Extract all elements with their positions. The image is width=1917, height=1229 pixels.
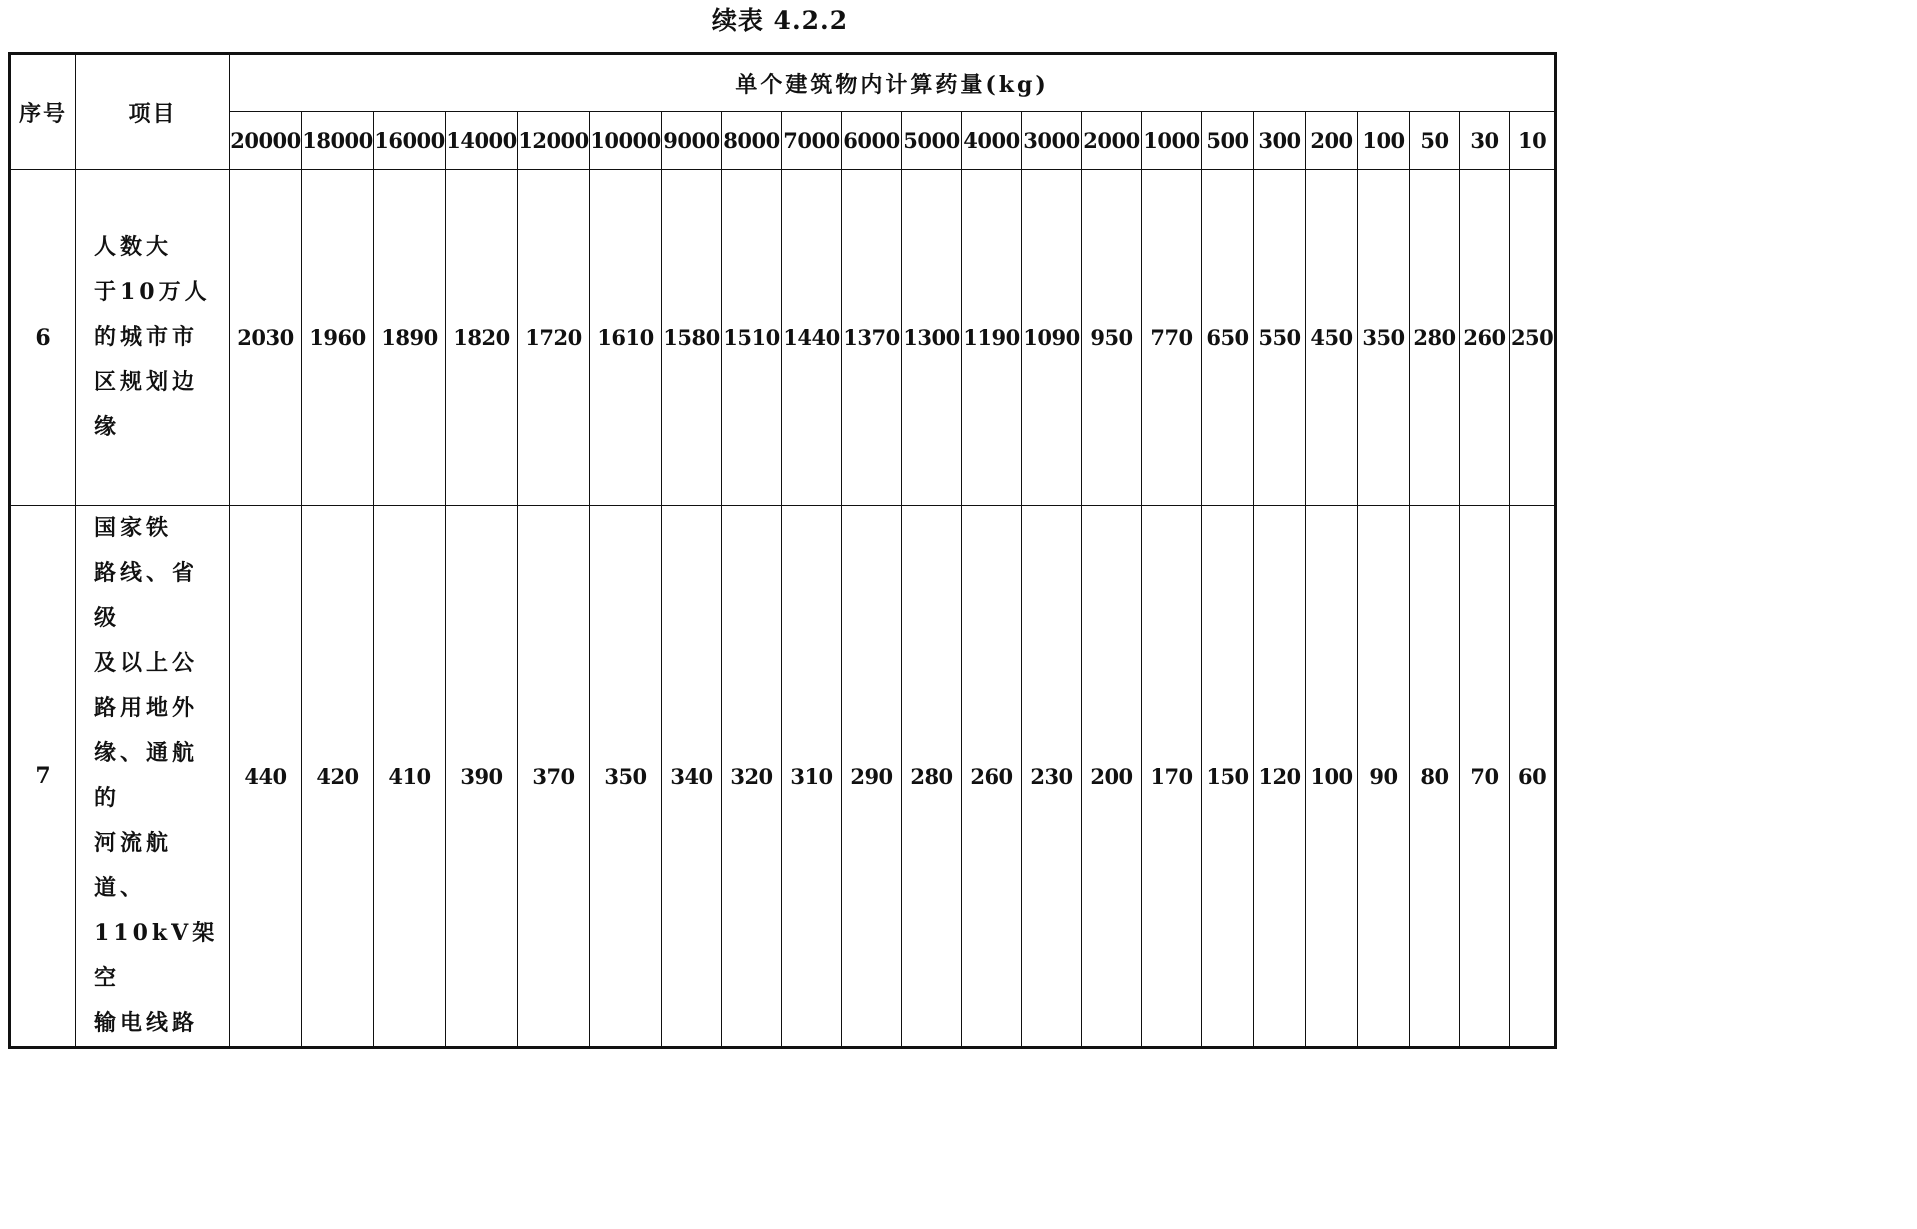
header-quantity: 6000 xyxy=(842,112,902,170)
row-item xyxy=(76,170,230,506)
header-quantity: 500 xyxy=(1202,112,1254,170)
row-value: 2030 xyxy=(230,170,302,506)
row-value: 200 xyxy=(1082,506,1142,1048)
row-item-line: 及以上公 xyxy=(94,650,199,676)
table-title: 续表 4.2.2 xyxy=(711,6,849,35)
row-value: 420 xyxy=(302,506,374,1048)
header-quantity: 7000 xyxy=(782,112,842,170)
row-value: 1090 xyxy=(1022,170,1082,506)
row-value: 280 xyxy=(1410,170,1460,506)
header-quantity: 50 xyxy=(1410,112,1460,170)
row-item-line: 人数大 xyxy=(94,234,173,260)
row-value: 320 xyxy=(722,506,782,1048)
row-value: 1510 xyxy=(722,170,782,506)
row-value: 70 xyxy=(1460,506,1510,1048)
row-value: 1300 xyxy=(902,170,962,506)
header-quantity: 10000 xyxy=(590,112,662,170)
table-row xyxy=(10,170,1556,506)
row-item-line: 河流航道、 xyxy=(94,830,173,901)
header-quantity: 200 xyxy=(1306,112,1358,170)
row-value: 290 xyxy=(842,506,902,1048)
row-value: 150 xyxy=(1202,506,1254,1048)
row-value: 90 xyxy=(1358,506,1410,1048)
row-item xyxy=(76,506,230,1048)
header-quantity: 3000 xyxy=(1022,112,1082,170)
row-item-line: 路用地外 xyxy=(94,695,199,721)
header-quantity: 300 xyxy=(1254,112,1306,170)
header-item: 项目 xyxy=(76,54,230,170)
row-value: 390 xyxy=(446,506,518,1048)
row-seq: 7 xyxy=(10,506,76,1048)
row-value: 950 xyxy=(1082,170,1142,506)
row-value: 450 xyxy=(1306,170,1358,506)
header-quantity: 14000 xyxy=(446,112,518,170)
row-value: 1440 xyxy=(782,170,842,506)
header-quantity: 9000 xyxy=(662,112,722,170)
header-quantity: 2000 xyxy=(1082,112,1142,170)
row-item-line: 110kV架空 xyxy=(94,920,219,991)
row-value: 440 xyxy=(230,506,302,1048)
row-value: 1190 xyxy=(962,170,1022,506)
row-value: 170 xyxy=(1142,506,1202,1048)
header-seq: 序号 xyxy=(10,54,76,170)
row-value: 260 xyxy=(962,506,1022,1048)
header-quantity: 30 xyxy=(1460,112,1510,170)
row-value: 120 xyxy=(1254,506,1306,1048)
row-item-line: 输电线路 xyxy=(94,1010,199,1036)
table-row xyxy=(10,506,1556,1048)
distance-table xyxy=(8,52,1557,1049)
row-value: 1720 xyxy=(518,170,590,506)
header-quantity: 18000 xyxy=(302,112,374,170)
row-value: 1580 xyxy=(662,170,722,506)
row-value: 280 xyxy=(902,506,962,1048)
row-value: 340 xyxy=(662,506,722,1048)
header-charge-group: 单个建筑物内计算药量(kg) xyxy=(230,54,1556,112)
row-value: 260 xyxy=(1460,170,1510,506)
header-quantity: 16000 xyxy=(374,112,446,170)
header-quantity: 4000 xyxy=(962,112,1022,170)
row-value: 100 xyxy=(1306,506,1358,1048)
header-quantity: 10 xyxy=(1510,112,1556,170)
row-value: 1960 xyxy=(302,170,374,506)
header-quantity: 12000 xyxy=(518,112,590,170)
header-quantity: 1000 xyxy=(1142,112,1202,170)
header-quantity: 100 xyxy=(1358,112,1410,170)
row-value: 1820 xyxy=(446,170,518,506)
row-item-line: 的城市市 xyxy=(94,324,199,350)
row-value: 1610 xyxy=(590,170,662,506)
header-row-1 xyxy=(10,54,1556,112)
row-value: 310 xyxy=(782,506,842,1048)
row-value: 370 xyxy=(518,506,590,1048)
row-value: 770 xyxy=(1142,170,1202,506)
row-value: 230 xyxy=(1022,506,1082,1048)
row-value: 250 xyxy=(1510,170,1556,506)
row-item-line: 于10万人 xyxy=(94,279,211,305)
row-value: 1370 xyxy=(842,170,902,506)
row-value: 1890 xyxy=(374,170,446,506)
header-quantity: 8000 xyxy=(722,112,782,170)
row-value: 550 xyxy=(1254,170,1306,506)
header-quantity: 5000 xyxy=(902,112,962,170)
row-value: 60 xyxy=(1510,506,1556,1048)
row-value: 650 xyxy=(1202,170,1254,506)
header-row-2 xyxy=(10,112,1556,170)
row-value: 350 xyxy=(590,506,662,1048)
row-value: 80 xyxy=(1410,506,1460,1048)
header-quantity: 20000 xyxy=(230,112,302,170)
row-item-line: 路线、省级 xyxy=(94,560,199,631)
row-seq: 6 xyxy=(10,170,76,506)
table-body xyxy=(10,170,1556,1048)
row-item-line: 缘、通航的 xyxy=(94,740,199,811)
row-value: 350 xyxy=(1358,170,1410,506)
row-item-line: 区规划边 xyxy=(94,369,199,395)
row-item-line: 国家铁 xyxy=(94,515,173,541)
row-value: 410 xyxy=(374,506,446,1048)
row-item-line: 缘 xyxy=(94,414,121,440)
